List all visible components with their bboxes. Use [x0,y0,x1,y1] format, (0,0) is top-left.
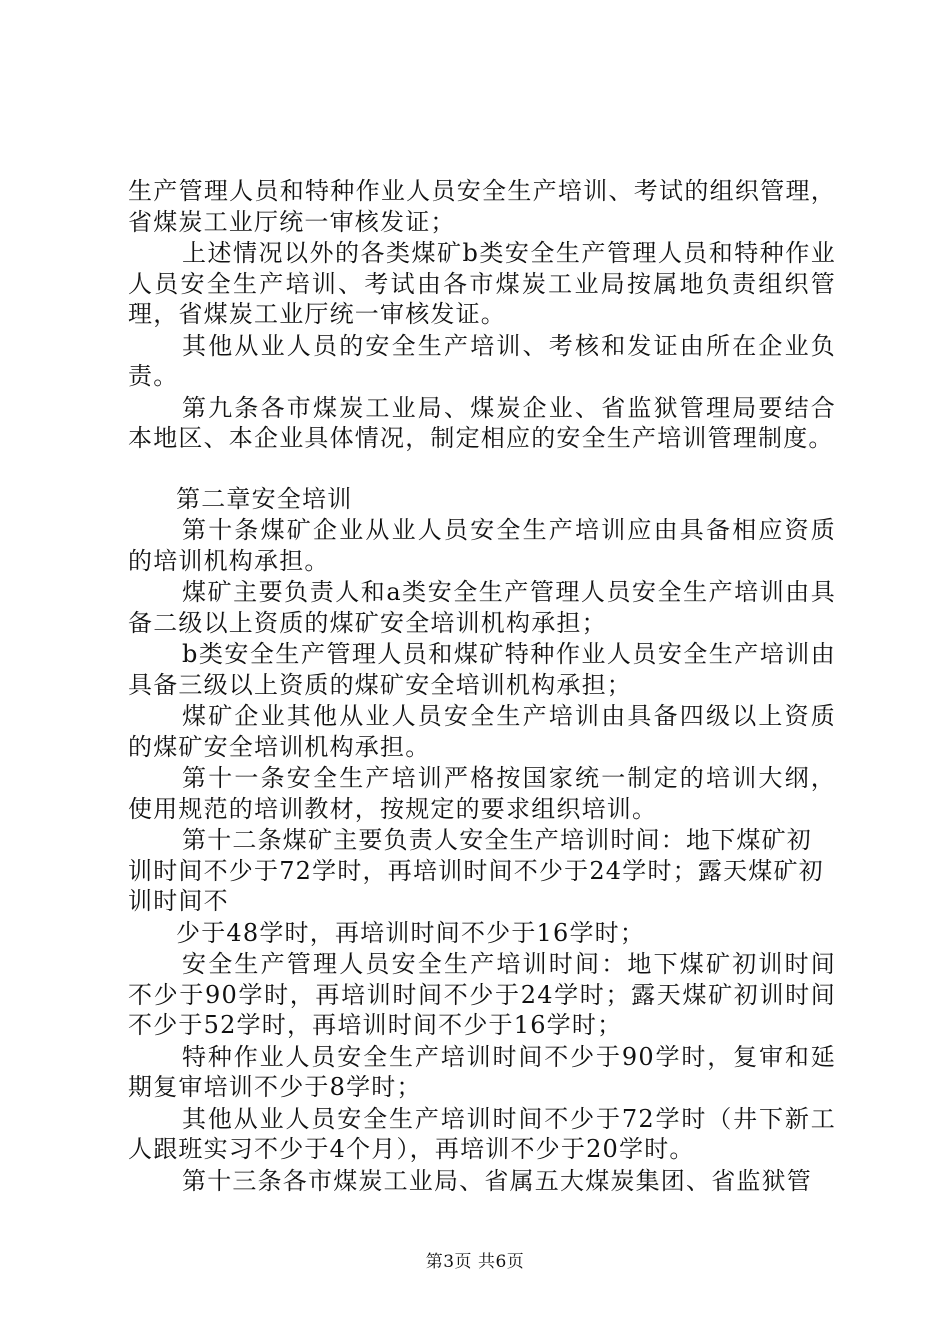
paragraph-article-10: 第十条煤矿企业从业人员安全生产培训应由具备相应资质的培训机构承担。 [128,516,836,575]
paragraph-article-12: 第十二条煤矿主要负责人安全生产培训时间：地下煤矿初训时间不少于72学时，再培训时间不少于24学时；露天煤矿初训时间不 [128,826,824,915]
chapter-heading: 第二章安全培训 [176,484,353,513]
paragraph-article-11: 第十一条安全生产培训严格按国家统一制定的培训大纲，使用规范的培训教材，按规定的要求组织培训。 [128,764,836,823]
paragraph-continuation: 生产管理人员和特种作业人员安全生产培训、考试的组织管理，省煤炭工业厅统一审核发证； [128,177,836,236]
paragraph: 煤矿企业其他从业人员安全生产培训由具备四级以上资质的煤矿安全培训机构承担。 [128,702,836,761]
paragraph: 其他从业人员安全生产培训时间不少于72学时（井下新工人跟班实习不少于4个月），再培训不少于20学时。 [128,1104,836,1163]
paragraph-article-13: 第十三条各市煤炭工业局、省属五大煤炭集团、省监狱管 [182,1166,812,1195]
paragraph: b类安全生产管理人员和煤矿特种作业人员安全生产培训由具备三级以上资质的煤矿安全培训机构承担； [128,640,836,699]
page-number-footer: 第3页 共6页 [425,1252,525,1272]
paragraph: 特种作业人员安全生产培训时间不少于90学时，复审和延期复审培训不少于8学时； [128,1042,836,1101]
paragraph: 安全生产管理人员安全生产培训时间：地下煤矿初训时间不少于90学时，再培训时间不少于24学时；露天煤矿初训时间不少于52学时，再培训时间不少于16学时； [128,950,836,1039]
paragraph: 上述情况以外的各类煤矿b类安全生产管理人员和特种作业人员安全生产培训、考试由各市煤炭工业局按属地负责组织管理，省煤炭工业厅统一审核发证。 [128,239,836,328]
paragraph: 煤矿主要负责人和a类安全生产管理人员安全生产培训由具备二级以上资质的煤矿安全培训机构承担； [128,578,836,637]
document-body [128,176,836,1197]
paragraph-article-9: 第九条各市煤炭工业局、煤炭企业、省监狱管理局要结合本地区、本企业具体情况，制定相应的安全生产培训管理制度。 [128,393,836,452]
paragraph-continuation: 少于48学时，再培训时间不少于16学时； [176,918,646,947]
paragraph: 其他从业人员的安全生产培训、考核和发证由所在企业负责。 [128,331,836,390]
